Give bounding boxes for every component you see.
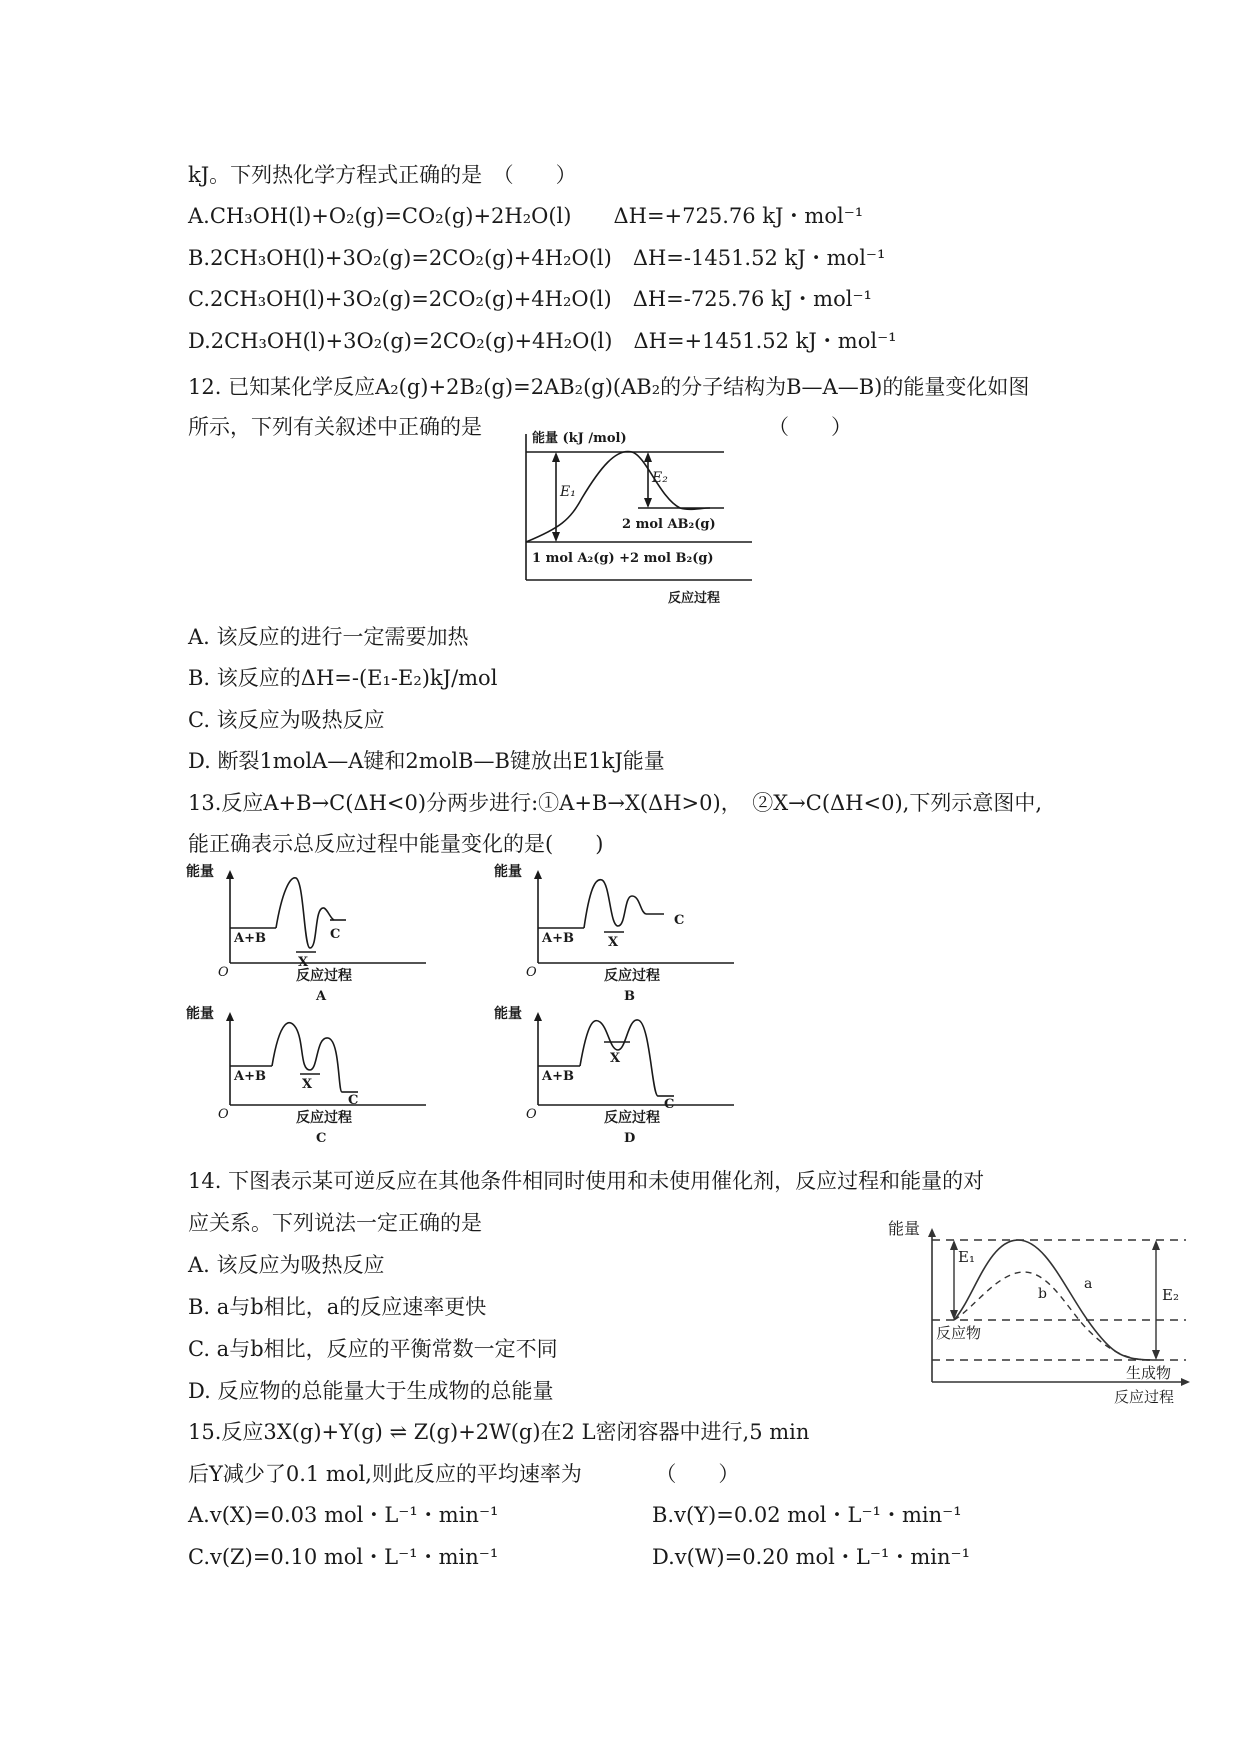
q13-a-y-label: 能量: [186, 864, 214, 880]
q13-c-reactant: A+B: [234, 1069, 266, 1084]
q13-c-origin: O: [218, 1107, 229, 1122]
q13-a-x: X: [298, 955, 309, 970]
q12-reactant-label: 1 mol A₂(g) +2 mol B₂(g): [532, 551, 714, 566]
q13-a-x-label: 反应过程: [296, 968, 352, 984]
q13-a-reactant: A+B: [234, 931, 266, 946]
q14-product-label: 生成物: [1126, 1364, 1172, 1382]
q11-option-b: B.2CH₃OH(l)+3O₂(g)=2CO₂(g)+4H₂O(l) ΔH=-1451.52 kJ・mol⁻¹: [188, 246, 886, 270]
q13-c-caption: C: [316, 1131, 327, 1146]
q13-stem: 13.反应A+B→C(ΔH<0)分两步进行:①A+B→X(ΔH>0)， ②X→C(ΔH<0),下列示意图中,: [188, 791, 1042, 815]
q14-option-c: C. a与b相比，反应的平衡常数一定不同: [188, 1337, 558, 1361]
q12-stem-cont: 所示，下列有关叙述中正确的是: [188, 415, 482, 439]
q13-b-reactant: A+B: [542, 931, 574, 946]
q13-d-caption: D: [624, 1131, 636, 1146]
q13-d-x-label: 反应过程: [604, 1110, 660, 1126]
q14-curve-a-label: a: [1084, 1276, 1093, 1292]
q13-c-c: C: [348, 1093, 359, 1108]
q11-stem-tail: kJ。下列热化学方程式正确的是 （ ）: [188, 163, 577, 187]
q12-option-a: A. 该反应的进行一定需要加热: [188, 625, 469, 649]
q14-energy-diagram: [888, 1218, 1198, 1408]
q13-diagram-a: [186, 864, 430, 1006]
q11-option-c: C.2CH₃OH(l)+3O₂(g)=2CO₂(g)+4H₂O(l) ΔH=-725.76 kJ・mol⁻¹: [188, 287, 872, 311]
q13-b-x: X: [608, 935, 619, 950]
q14-x-axis-label: 反应过程: [1114, 1388, 1175, 1406]
q14-e2-label: E₂: [1162, 1286, 1179, 1304]
q15-option-c: C.v(Z)=0.10 mol・L⁻¹・min⁻¹: [188, 1545, 499, 1569]
q12-stem: 12. 已知某化学反应A₂(g)+2B₂(g)=2AB₂(g)(AB₂的分子结构为B—A—B)的能量变化如图: [188, 375, 1030, 399]
q13-b-origin: O: [526, 965, 537, 980]
q15-stem: 15.反应3X(g)+Y(g) ⇌ Z(g)+2W(g)在2 L密闭容器中进行,5 min: [188, 1420, 810, 1444]
q13-d-reactant: A+B: [542, 1069, 574, 1084]
q13-c-y-label: 能量: [186, 1006, 214, 1022]
q13-c-x-label: 反应过程: [296, 1110, 352, 1126]
q13-a-caption: A: [316, 989, 327, 1004]
q13-b-x-label: 反应过程: [604, 968, 660, 984]
q15-option-d: D.v(W)=0.20 mol・L⁻¹・min⁻¹: [652, 1545, 971, 1569]
q13-d-c: C: [664, 1097, 675, 1112]
q11-option-d: D.2CH₃OH(l)+3O₂(g)=2CO₂(g)+4H₂O(l) ΔH=+1451.52 kJ・mol⁻¹: [188, 329, 897, 353]
q13-d-y-label: 能量: [494, 1006, 522, 1022]
q13-stem-cont: 能正确表示总反应过程中能量变化的是( ): [188, 832, 604, 856]
q13-b-c: C: [674, 913, 685, 928]
q14-e1-label: E₁: [958, 1248, 975, 1266]
q13-c-x: X: [302, 1077, 313, 1092]
q14-option-a: A. 该反应为吸热反应: [188, 1253, 385, 1277]
q15-stem-cont: 后Y减少了0.1 mol,则此反应的平均速率为 （ ）: [188, 1462, 740, 1486]
q13-a-origin: O: [218, 965, 229, 980]
q13-diagram-c: [186, 1006, 430, 1148]
q13-d-origin: O: [526, 1107, 537, 1122]
q14-option-d: D. 反应物的总能量大于生成物的总能量: [188, 1379, 554, 1403]
q14-stem: 14. 下图表示某可逆反应在其他条件相同时使用和未使用催化剂，反应过程和能量的对: [188, 1169, 985, 1193]
q14-option-b: B. a与b相比，a的反应速率更快: [188, 1295, 487, 1319]
q12-product-label: 2 mol AB₂(g): [622, 517, 716, 532]
q13-diagram-b: [494, 864, 738, 1006]
q13-b-y-label: 能量: [494, 864, 522, 880]
q12-energy-diagram: [520, 428, 760, 608]
q13-a-c: C: [330, 927, 341, 942]
q14-reactant-label: 反应物: [936, 1324, 982, 1342]
q12-y-axis-label: 能量 (kJ /mol): [532, 431, 627, 446]
q12-option-d: D. 断裂1molA—A键和2molB—B键放出E1kJ能量: [188, 749, 665, 773]
q12-answer-paren: （ ）: [768, 415, 852, 439]
q11-option-a: A.CH₃OH(l)+O₂(g)=CO₂(g)+2H₂O(l) ΔH=+725.76 kJ・mol⁻¹: [188, 204, 864, 228]
q14-stem-cont: 应关系。下列说法一定正确的是: [188, 1211, 482, 1235]
q12-option-c: C. 该反应为吸热反应: [188, 708, 385, 732]
q13-b-caption: B: [624, 989, 635, 1004]
q14-y-axis-label: 能量: [888, 1219, 921, 1238]
q12-e1-label: E₁: [560, 484, 576, 500]
q13-d-x: X: [610, 1051, 621, 1066]
q14-curve-b-label: b: [1038, 1286, 1047, 1302]
q13-diagram-d: [494, 1006, 738, 1148]
q15-option-a: A.v(X)=0.03 mol・L⁻¹・min⁻¹: [188, 1503, 499, 1527]
q15-option-b: B.v(Y)=0.02 mol・L⁻¹・min⁻¹: [652, 1503, 962, 1527]
q12-x-axis-label: 反应过程: [668, 591, 721, 606]
q12-option-b: B. 该反应的ΔH=-(E₁-E₂)kJ/mol: [188, 666, 498, 690]
q12-e2-label: E₂: [652, 470, 668, 486]
